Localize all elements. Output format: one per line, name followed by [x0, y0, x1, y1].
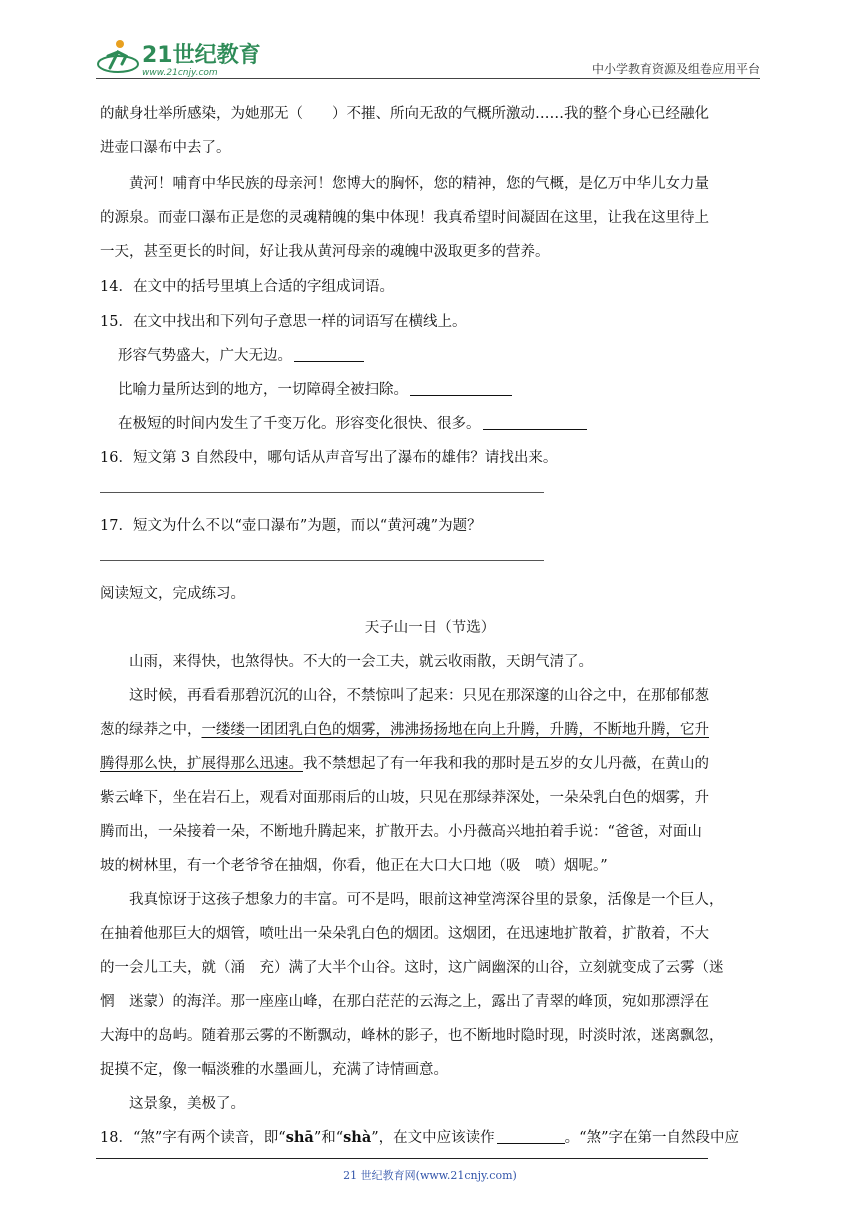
passage-title: 天子山一日（节选） [364, 620, 496, 636]
question-14: 14．在文中的括号里填上合适的字组成词语。 [100, 279, 394, 295]
text-line: 这时候，再看看那碧沉沉的山谷，不禁惊叫了起来：只见在那深邃的山谷之中，在那郁郁葱 [129, 688, 709, 704]
platform-name: 中小学教育资源及组卷应用平台 [591, 62, 760, 76]
text-line: 的一会儿工夫，就（涌 充）满了大半个山谷。这时，这广阔幽深的山谷，立刻就变成了云雾（迷 [100, 960, 724, 976]
question-text: 。“煞”字在第一自然段中应 [564, 1130, 739, 1146]
answer-line[interactable] [100, 560, 544, 561]
question-17: 17．短文为什么不以“壶口瀑布”为题，而以“黄河魂”为题？ [100, 518, 482, 534]
text-line: 在抽着他那巨大的烟管，喷吐出一朵朵乳白色的烟团。这烟团，在迅速地扩散着，扩散着，不大 [100, 926, 709, 942]
text-line: 大海中的岛屿。随着那云雾的不断飘动，峰林的影子，也不断地时隐时现，时淡时浓，迷离飘忽， [100, 1028, 724, 1044]
answer-line[interactable] [100, 492, 544, 493]
question-15b [118, 378, 512, 399]
logo-21cnjy [96, 34, 266, 78]
question-text: 在极短的时间内发生了千变万化。形容变化很快、很多。 [118, 416, 481, 432]
text-line: 的源泉。而壶口瀑布正是您的灵魂精魄的集中体现！我真希望时间凝固在这里，让我在这里待上 [100, 210, 709, 226]
footer-rule [96, 1158, 708, 1159]
reading-intro: 阅读短文，完成练习。 [100, 586, 245, 602]
text-line: 我真惊讶于这孩子想象力的丰富。可不是吗，眼前这神堂湾深谷里的景象，活像是一个巨人， [129, 892, 724, 908]
page-footer: 21 世纪教育网(www.21cnjy.com) [343, 1169, 517, 1182]
question-15: 15．在文中找出和下列句子意思一样的词语写在横线上。 [100, 314, 467, 330]
text-line: 腾而出，一朵接着一朵，不断地升腾起来，扩散开去。小丹薇高兴地拍着手说：“爸爸，对面山 [100, 824, 702, 840]
text-line: 山雨，来得快，也煞得快。不大的一会工夫，就云收雨散，天朗气清了。 [129, 654, 593, 670]
pinyin: shā [285, 1129, 314, 1146]
underlined-sentence: 一缕缕一团团乳白色的烟雾，沸沸扬扬地在向上升腾，升腾，不断地升腾，它升 [201, 722, 709, 738]
question-text: ”和“ [313, 1130, 344, 1146]
text-line: 进壶口瀑布中去了。 [100, 140, 231, 156]
question-15c [118, 412, 587, 433]
question-text: 比喻力量所达到的地方，一切障碍全被扫除。 [118, 382, 408, 398]
page-header [96, 30, 760, 82]
pinyin: shà [343, 1129, 372, 1146]
logo-text: 21世纪教育 [142, 43, 261, 68]
text-line: 一天，甚至更长的时间，好让我从黄河母亲的魂魄中汲取更多的营养。 [100, 244, 550, 260]
question-15a [118, 344, 364, 365]
answer-blank[interactable] [483, 415, 587, 430]
logo-url: www.21cnjy.com [142, 68, 218, 78]
answer-blank[interactable] [410, 381, 512, 396]
question-text: 形容气势盛大，广大无边。 [118, 348, 292, 364]
header-rule [96, 78, 760, 79]
question-text: ”，在文中应该读作 [371, 1130, 495, 1146]
text-line: 紫云峰下，坐在岩石上，观看对面那雨后的山坡，只见在那绿莽深处，一朵朵乳白色的烟雾，升 [100, 790, 709, 806]
question-18 [100, 1126, 739, 1147]
text-line: 黄河！哺育中华民族的母亲河！您博大的胸怀，您的精神，您的气概，是亿万中华儿女力量 [129, 176, 709, 192]
answer-blank[interactable] [497, 1129, 565, 1144]
text-span: 葱的绿莽之中， [100, 722, 202, 738]
text-line: 捉摸不定，像一幅淡雅的水墨画儿，充满了诗情画意。 [100, 1062, 448, 1078]
underlined-sentence: 腾得那么快，扩展得那么迅速。 [100, 756, 303, 772]
text-line: 惘 迷蒙）的海洋。那一座座山峰，在那白茫茫的云海之上，露出了青翠的峰顶，宛如那漂浮在 [100, 994, 709, 1010]
text-line [100, 718, 709, 739]
answer-blank[interactable] [294, 347, 364, 362]
text-span: 我不禁想起了有一年我和我的那时是五岁的女儿丹薇，在黄山的 [303, 756, 709, 772]
text-line: 这景象，美极了。 [129, 1096, 245, 1112]
text-line [100, 752, 709, 773]
question-16: 16．短文第 3 自然段中，哪句话从声音写出了瀑布的雄伟？请找出来。 [100, 450, 558, 466]
question-text: 18．“煞”字有两个读音，即“ [100, 1130, 286, 1146]
text-line: 坡的树林里，有一个老爷爷在抽烟，你看，他正在大口大口地（吸 喷）烟呢。” [100, 858, 608, 874]
text-line: 的献身壮举所感染，为她那无（ ）不摧、所向无敌的气概所激动……我的整个身心已经融化 [100, 106, 709, 122]
